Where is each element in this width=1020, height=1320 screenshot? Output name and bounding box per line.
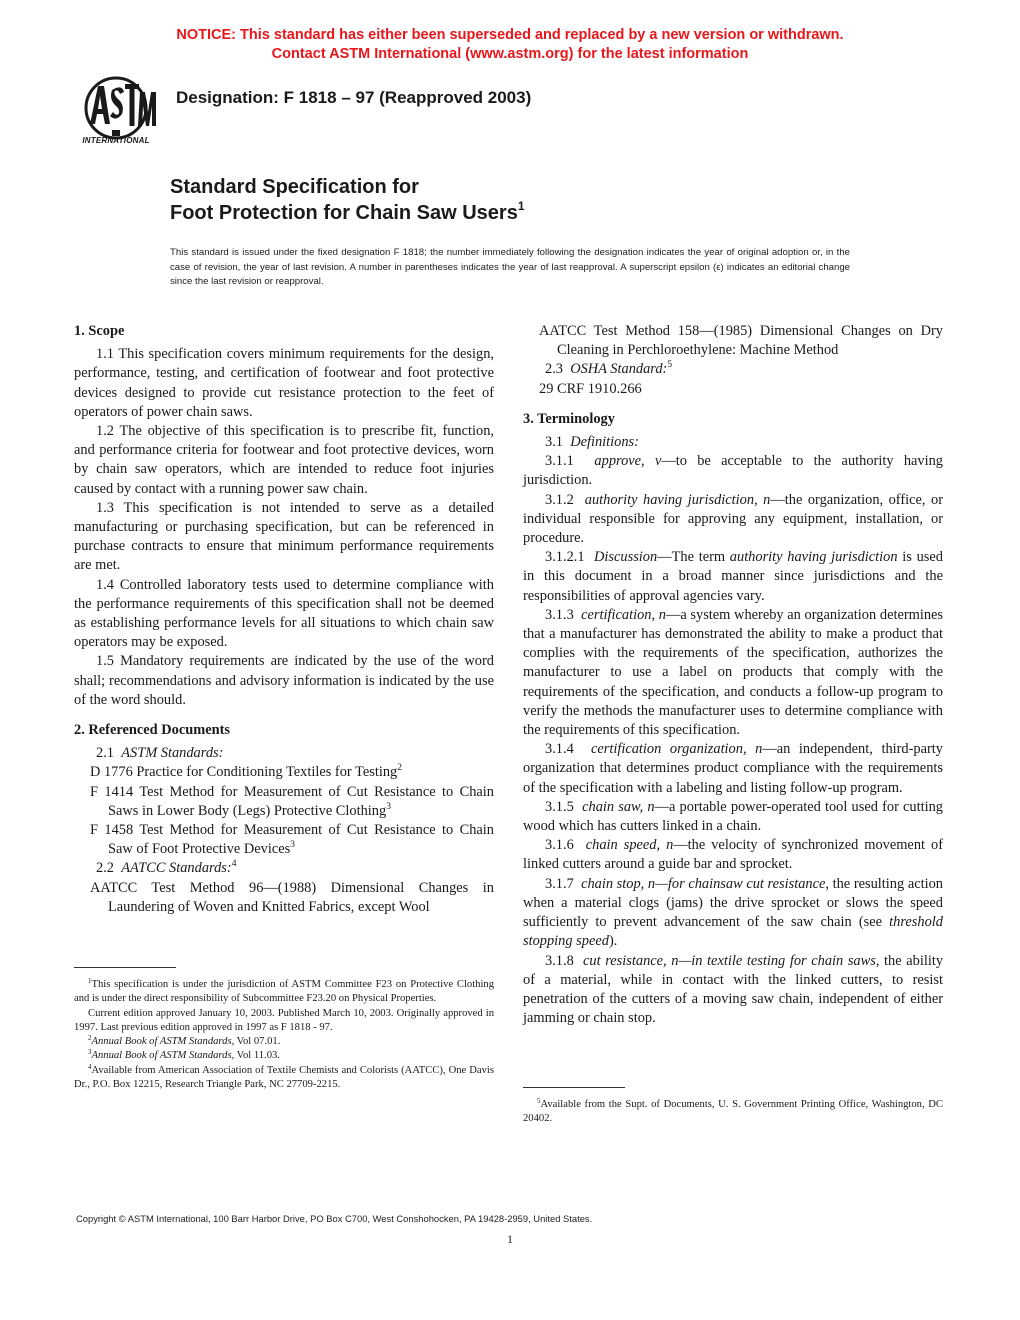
footnote-4 <box>74 1064 494 1093</box>
left-column <box>74 322 494 917</box>
para-number: 3.1.8 <box>545 952 574 969</box>
reference-d1776 <box>74 763 494 782</box>
defined-term: authority having jurisdiction, n <box>584 491 771 508</box>
footnote-ref[interactable]: 3 <box>290 840 295 851</box>
footnote-text: Annual Book of ASTM Standards <box>91 1050 232 1062</box>
footnote-ref[interactable]: 2 <box>397 763 402 774</box>
definition-cut-resistance <box>523 952 943 1029</box>
definition-text: —a portable power-operated tool used for cutting wood which has cutters linked in a chain. <box>523 798 944 835</box>
document-title <box>170 174 525 226</box>
para-number: 3.1.2 <box>545 491 574 508</box>
footnote-text: Annual Book of ASTM Standards <box>91 1036 232 1048</box>
footnote-number: 3 <box>88 1048 92 1057</box>
definition-approve <box>523 452 943 490</box>
defined-term: chain stop, n—for chainsaw cut resistance, <box>581 875 829 892</box>
footnote-2 <box>74 1035 494 1049</box>
defined-term: authority having jurisdiction <box>729 549 898 566</box>
footnote-volume: , Vol 07.01. <box>231 1036 281 1048</box>
definition-text: —The term <box>657 549 730 566</box>
footnote-divider-left <box>74 967 176 968</box>
reference-cfr: 29 CRF 1910.266 <box>539 380 642 397</box>
definition-chain-saw <box>523 798 943 836</box>
para-label: ASTM Standards: <box>121 745 224 762</box>
right-column <box>523 322 943 1028</box>
para-number: 3.1.2.1 <box>545 549 585 566</box>
title-line-2-text: Foot Protection for Chain Saw Users <box>170 202 518 224</box>
footnote-number: 2 <box>88 1034 92 1043</box>
para-number: 3.1.4 <box>545 741 574 758</box>
para-number: 3.1.3 <box>545 606 574 623</box>
title-footnote-ref[interactable]: 1 <box>517 199 525 213</box>
footnote-divider-right <box>523 1087 625 1088</box>
para-number: 3.1.5 <box>545 798 574 815</box>
title-line-1: Standard Specification for <box>170 176 419 198</box>
definition-certification-organization <box>523 740 943 798</box>
para-number: 2.1 <box>96 745 114 762</box>
reference-text: F 1414 Test Method for Measurement of Cut Resistance to Chain Saws in Lower Body (Legs) Protective Clothing <box>90 783 494 819</box>
defined-term: chain saw, n <box>582 798 655 815</box>
page-number: 1 <box>507 1232 513 1246</box>
reference-aatcc-158: AATCC Test Method 158—(1985) Dimensional Changes on Dry Cleaning in Perchloroethylene: Machine Method <box>539 323 943 359</box>
para-number: 3.1.7 <box>545 875 574 892</box>
definition-text: —a system whereby an organization determines that a manufacturer has demonstrated the ability to make a product that complies with the requirements of the specification, authorizes the manufacturer to use a label on products that comply with the requirements of the specification, and conducts a follow-up program to verify the methods the manufacturer uses to determine compliance with the requirements of this specification. <box>523 606 944 739</box>
para-label: AATCC Standards: <box>121 860 232 877</box>
footnotes-right <box>523 1098 943 1127</box>
withdrawal-notice <box>0 26 1020 64</box>
definition-chain-stop <box>523 875 943 952</box>
footnote-ref[interactable]: 5 <box>667 360 673 371</box>
defined-term: chain speed, n <box>585 837 674 854</box>
paragraph-2-3 <box>523 360 943 379</box>
definition-chain-speed <box>523 836 943 874</box>
definition-authority <box>523 491 943 549</box>
footnote-ref[interactable]: 3 <box>386 801 391 812</box>
logo-caption: INTERNATIONAL <box>82 136 150 145</box>
footnote-1-edition: Current edition approved January 10, 2003. Published March 10, 2003. Originally approved in 1997. Last previous edition approved in 1997 as F 1818 - 97. <box>74 1007 494 1033</box>
paragraph-2-2 <box>74 859 494 878</box>
notice-line-1: NOTICE: This standard has either been superseded and replaced by a new version or withdrawn. <box>176 27 844 43</box>
section-heading-scope: 1. Scope <box>74 323 125 339</box>
defined-term: approve, v <box>594 453 662 470</box>
reference-f1414 <box>74 783 494 821</box>
footnote-5 <box>523 1098 943 1127</box>
paragraph-1-4: 1.4 Controlled laboratory tests used to determine compliance with the performance requirements of this specification shall not be deemed as establishing performance levels for all situations to which chain saw operators may be exposed. <box>74 576 494 651</box>
definition-text: —the organization, office, or individual responsible for approving any equipment, installation, or procedure. <box>523 491 943 547</box>
footnote-number: 4 <box>88 1062 92 1071</box>
section-heading-referenced-documents: 2. Referenced Documents <box>74 722 230 739</box>
footnote-ref[interactable]: 4 <box>231 859 237 870</box>
para-number: 3.1.6 <box>545 837 574 854</box>
discussion-authority <box>523 548 943 606</box>
title-line-2 <box>170 200 525 226</box>
reference-f1458 <box>74 821 494 859</box>
defined-term: cut resistance, n—in textile testing for chain saws, <box>583 952 880 969</box>
paragraph-2-1 <box>74 744 494 763</box>
para-number: 2.3 <box>545 361 563 378</box>
defined-term: certification, n <box>581 606 666 623</box>
footnote-text: Available from the Supt. of Documents, U. S. Government Printing Office, Washington, DC 20402. <box>523 1099 943 1125</box>
para-number: 3.1 <box>545 434 563 451</box>
reference-text: D 1776 Practice for Conditioning Textiles for Testing <box>90 764 398 781</box>
footnote-text: This specification is under the jurisdiction of ASTM Committee F23 on Protective Clothing and is under the direct responsibility of Subcommittee F23.20 on Physical Properties. <box>74 979 494 1005</box>
definition-text: the resulting action when a material clogs (jams) the drive sprocket or slows the speed sufficiently to prevent advancement of the saw chain (see <box>523 875 943 931</box>
designation: Designation: F 1818 – 97 (Reapproved 2003) <box>176 88 532 107</box>
copyright-notice: Copyright © ASTM International, 100 Barr Harbor Drive, PO Box C700, West Conshohocken, PA 19428-2959, United States. <box>76 1213 593 1224</box>
definition-text: is used in this document in a broad manner since jurisdictions and the responsibilities of approval agencies vary. <box>523 549 943 604</box>
paragraph-1-5: 1.5 Mandatory requirements are indicated by the use of the word shall; recommendations and advisory information is indicated by the use of the word should. <box>74 653 494 708</box>
para-label: Discussion <box>594 549 658 566</box>
footnotes-left <box>74 978 494 1092</box>
reference-aatcc-96: AATCC Test Method 96—(1988) Dimensional Changes in Laundering of Woven and Knitted Fabrics, except Wool <box>90 879 494 915</box>
footnote-number: 1 <box>88 977 92 985</box>
definition-text: —the velocity of synchronized movement of linked cutters around a guide bar and sprocket. <box>523 837 943 873</box>
para-number: 2.2 <box>96 860 114 877</box>
section-heading-terminology: 3. Terminology <box>523 410 615 427</box>
footnote-number: 5 <box>537 1097 541 1105</box>
footnote-volume: , Vol 11.03. <box>231 1050 280 1062</box>
para-label: OSHA Standard: <box>570 361 668 378</box>
paragraph-1-3: 1.3 This specification is not intended to serve as a detailed manufacturing or purchasing specification, but can be referenced in purchase contracts to ensure that minimum performance requirements are met. <box>74 499 494 574</box>
reference-text: F 1458 Test Method for Measurement of Cut Resistance to Chain Saw of Foot Protective Devices <box>90 822 494 858</box>
footnote-3 <box>74 1049 494 1063</box>
definition-text: ). <box>608 933 618 950</box>
cross-reference: threshold stopping speed <box>523 914 943 950</box>
paragraph-1-2: 1.2 The objective of this specification is to prescribe fit, function, and performance criteria for footwear and foot protective devices, worn by chain saw operators, which are intended to reduce foot injuries caused by contact with a running power saw chain. <box>74 423 494 497</box>
definition-text: —an independent, third-party organization that determines product compliance with the requirements of the specification with a labeling and listing follow-up program. <box>523 741 943 796</box>
paragraph-1-1: 1.1 This specification covers minimum requirements for the design, performance, testing, and certification of footwear and foot protective devices designed to provide cut resistance protection to the feet of operators of power chain saws. <box>74 346 494 420</box>
footnote-text: Available from American Association of Textile Chemists and Colorists (AATCC), One Davis Dr., P.O. Box 12215, Research Triangle Park, NC 27709-2215. <box>74 1064 494 1091</box>
defined-term: certification organization, n <box>590 741 763 758</box>
issuance-statement: This standard is issued under the fixed designation F 1818; the number immediately following the designation indicates the year of original adoption or, in the case of revision, the year of last revision. A number in parentheses indicates the year of last reapproval. A superscript epsilon (ϵ) indicates an editorial change since the last revision or reapproval. <box>170 247 850 287</box>
para-label: Definitions: <box>570 434 639 451</box>
notice-line-2: Contact ASTM International (www.astm.org) for the latest information <box>271 46 749 62</box>
para-number: 3.1.1 <box>545 453 574 470</box>
definition-text: —to be acceptable to the authority having jurisdiction. <box>523 453 943 489</box>
footnote-1 <box>74 978 494 1007</box>
paragraph-3-1 <box>523 433 943 452</box>
definition-text: the ability of a material, while in contact with the linked cutters, to resist penetration of the cutters of a moving saw chain, independent of either jamming or chain stop. <box>523 952 944 1027</box>
definition-certification <box>523 606 943 740</box>
